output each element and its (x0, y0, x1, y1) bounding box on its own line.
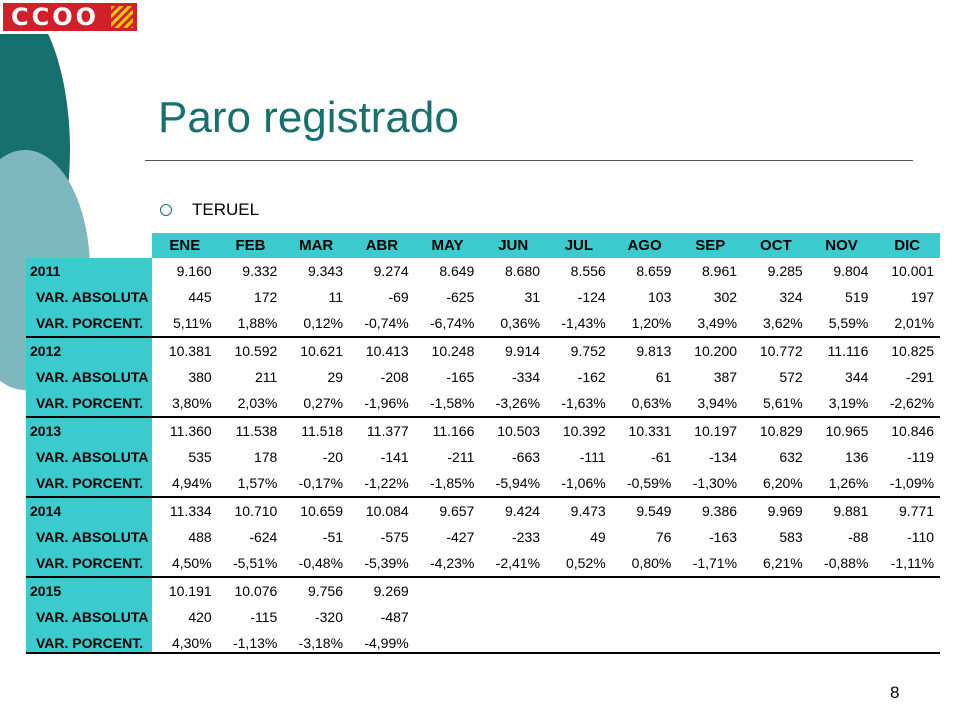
table-cell: 9.657 (439, 503, 475, 519)
year-row (26, 418, 940, 444)
table-cell: 9.881 (833, 503, 869, 519)
table-cell: -2,41% (495, 555, 541, 571)
table-cell: -334 (512, 369, 541, 385)
table-cell (415, 583, 481, 599)
table-cell: 211 (255, 369, 278, 385)
table-cell: -88 (848, 529, 869, 545)
table-cell: 488 (188, 529, 212, 545)
table-cell (415, 635, 481, 651)
table-cell (480, 583, 546, 599)
month-header: FEB (235, 237, 266, 254)
table-cell: -3,18% (298, 635, 344, 651)
table-cell: -1,11% (890, 555, 935, 571)
table-cell: 324 (779, 289, 803, 305)
table-cell: -5,51% (232, 555, 278, 571)
table-cell: -320 (314, 609, 344, 625)
table-cell (809, 583, 875, 599)
table-cell: 4,30% (171, 635, 212, 651)
table-cell: 10.503 (497, 423, 541, 439)
table-cell: 9.549 (636, 503, 672, 519)
table-cell (874, 583, 940, 599)
table-cell: -2,62% (889, 395, 935, 411)
table-cell: -20 (322, 449, 344, 465)
title-divider (145, 160, 913, 161)
table-cell (612, 609, 678, 625)
table-cell (415, 609, 481, 625)
table-cell: 1,88% (237, 315, 278, 331)
table-cell: 197 (910, 289, 935, 305)
table-cell: -163 (709, 529, 738, 545)
pct-variation-row (26, 310, 940, 336)
table-cell: 10.392 (562, 423, 606, 439)
row-label: VAR. PORCENT. (36, 395, 144, 411)
table-cell: 0,80% (631, 555, 672, 571)
table-cell: 10.710 (234, 503, 278, 519)
row-label: VAR. PORCENT. (36, 315, 144, 331)
table-cell: -663 (512, 449, 541, 465)
year-block (26, 496, 940, 576)
table-cell: 0,27% (303, 395, 344, 411)
table-cell: 10.772 (759, 343, 803, 359)
table-cell: -625 (446, 289, 475, 305)
pct-variation-row (26, 390, 940, 416)
table-cell: -208 (380, 369, 409, 385)
table-cell: 535 (188, 449, 212, 465)
table-cell: 9.269 (373, 583, 409, 599)
table-cell: 10.001 (891, 263, 935, 279)
table-cell: 10.413 (365, 343, 409, 359)
table-cell: -291 (906, 369, 935, 385)
table-cell: 1,20% (631, 315, 672, 331)
month-header: MAR (299, 237, 334, 254)
table-cell: -110 (907, 529, 935, 545)
abs-variation-row (26, 524, 940, 550)
year-block (26, 576, 940, 656)
table-cell: 10.200 (694, 343, 738, 359)
table-cell: -1,43% (561, 315, 606, 331)
row-label: VAR. ABSOLUTA (36, 449, 149, 465)
table-cell: -69 (388, 289, 409, 305)
month-header: MAY (431, 237, 464, 254)
table-cell: -4,23% (430, 555, 475, 571)
table-cell: -1,96% (364, 395, 409, 411)
table-cell: -0,74% (364, 315, 409, 331)
table-cell: 1,57% (237, 475, 278, 491)
table-cell: 10.248 (431, 343, 475, 359)
table-cell: 9.771 (899, 503, 935, 519)
year-row (26, 338, 940, 364)
month-header: AGO (627, 237, 662, 254)
table-cell: -0,88% (824, 555, 869, 571)
table-cell: 2,01% (894, 315, 935, 331)
table-cell: 29 (327, 369, 344, 385)
table-cell (612, 583, 678, 599)
table-cell: 9.756 (307, 583, 344, 599)
row-label: 2012 (30, 343, 62, 359)
table-cell: -427 (446, 529, 475, 545)
table-cell: 8.659 (636, 263, 672, 279)
month-header: ENE (169, 237, 201, 254)
year-block (26, 336, 940, 416)
table-cell: 302 (713, 289, 738, 305)
row-label: 2014 (30, 503, 62, 519)
row-label: VAR. PORCENT. (36, 475, 144, 491)
logo-text: CCOO (11, 3, 100, 31)
aragon-flag-icon (111, 6, 133, 28)
table-cell: 172 (253, 289, 278, 305)
table-cell: -61 (651, 449, 672, 465)
table-bottom-rule (26, 652, 940, 654)
table-cell: -0,17% (298, 475, 344, 491)
table-cell: -1,30% (692, 475, 738, 491)
row-label: VAR. ABSOLUTA (36, 369, 149, 385)
table-cell: -1,85% (430, 475, 475, 491)
table-cell: 10.076 (234, 583, 278, 599)
table-cell: 103 (648, 289, 672, 305)
page-number: 8 (890, 683, 900, 702)
table-cell: 10.197 (694, 423, 738, 439)
table-cell: 9.332 (242, 263, 278, 279)
table-cell: 5,11% (173, 315, 212, 331)
table-cell: 9.386 (702, 503, 738, 519)
table-cell: 8.649 (439, 263, 475, 279)
table-cell: 10.592 (234, 343, 278, 359)
table-cell: -6,74% (430, 315, 475, 331)
table-cell: 10.829 (759, 423, 803, 439)
year-block (26, 416, 940, 496)
table-cell: 9.285 (767, 263, 803, 279)
table-cell: 11 (328, 289, 344, 305)
table-cell (677, 583, 743, 599)
table-cell: 3,19% (828, 395, 869, 411)
table-cell: 10.846 (891, 423, 935, 439)
page-title: Paro registrado (158, 93, 459, 142)
table-cell: -165 (446, 369, 475, 385)
table-cell (809, 609, 875, 625)
table-cell: 31 (524, 289, 541, 305)
table-cell: -111 (579, 449, 606, 465)
month-header: OCT (760, 237, 792, 254)
table-cell: 0,52% (566, 555, 606, 571)
table-cell: -141 (380, 449, 409, 465)
month-header: JUN (498, 237, 529, 254)
year-row (26, 258, 940, 284)
table-cell: 9.914 (504, 343, 541, 359)
data-table (26, 258, 940, 656)
table-cell: 8.961 (702, 263, 738, 279)
row-label: 2013 (30, 423, 62, 439)
table-cell: -233 (512, 529, 541, 545)
table-cell: -124 (577, 289, 606, 305)
table-cell: 1,26% (828, 475, 869, 491)
table-cell: 0,12% (303, 315, 344, 331)
month-header: NOV (825, 237, 858, 254)
table-cell: 136 (845, 449, 869, 465)
table-cell (677, 635, 743, 651)
table-cell: 572 (779, 369, 803, 385)
table-cell: 10.191 (168, 583, 212, 599)
table-cell (874, 609, 940, 625)
table-cell: -1,09% (889, 475, 935, 491)
table-cell: -1,71% (692, 555, 738, 571)
table-cell: -624 (249, 529, 278, 545)
table-cell: 519 (845, 289, 869, 305)
table-cell (677, 609, 743, 625)
year-row (26, 498, 940, 524)
table-cell: 9.424 (504, 503, 541, 519)
table-cell: -3,26% (495, 395, 541, 411)
table-cell: -211 (447, 449, 475, 465)
pct-variation-row (26, 470, 940, 496)
row-label: VAR. ABSOLUTA (36, 529, 149, 545)
table-cell: 178 (253, 449, 278, 465)
table-cell: 10.825 (891, 343, 935, 359)
table-cell (874, 635, 940, 651)
table-cell: 420 (188, 609, 212, 625)
abs-variation-row (26, 604, 940, 630)
table-cell: 3,80% (171, 395, 212, 411)
month-header: SEP (695, 237, 726, 254)
table-cell: -1,13% (232, 635, 278, 651)
table-cell: 6,21% (763, 555, 803, 571)
month-header: JUL (564, 237, 594, 254)
table-cell: 3,49% (697, 315, 738, 331)
table-cell (546, 609, 612, 625)
table-cell: -162 (577, 369, 606, 385)
table-cell: -0,59% (627, 475, 672, 491)
row-label: VAR. PORCENT. (36, 635, 144, 651)
table-cell: -487 (380, 609, 409, 625)
table-cell: 10.965 (825, 423, 869, 439)
table-cell: -134 (709, 449, 738, 465)
row-label: 2015 (30, 583, 62, 599)
table-cell: 387 (713, 369, 738, 385)
month-header: DIC (894, 237, 921, 254)
abs-variation-row (26, 364, 940, 390)
year-block (26, 258, 940, 336)
table-cell: 0,63% (631, 395, 672, 411)
table-cell: -1,06% (561, 475, 606, 491)
table-cell (612, 635, 678, 651)
table-cell: 9.343 (307, 263, 344, 279)
region-label: TERUEL (192, 200, 260, 219)
table-cell: 9.274 (373, 263, 409, 279)
table-cell: -115 (250, 609, 278, 625)
table-cell: 8.556 (570, 263, 606, 279)
abs-variation-row (26, 284, 940, 310)
table-cell: -0,48% (298, 555, 344, 571)
table-cell: 11.538 (235, 423, 278, 439)
table-cell: 632 (779, 449, 803, 465)
row-label: VAR. ABSOLUTA (36, 289, 149, 305)
table-cell: 9.752 (570, 343, 606, 359)
table-cell: -4,99% (364, 635, 409, 651)
table-cell (743, 635, 809, 651)
table-cell (743, 609, 809, 625)
table-cell (809, 635, 875, 651)
table-cell: 10.381 (168, 343, 212, 359)
table-cell: 4,94% (171, 475, 212, 491)
table-cell (743, 583, 809, 599)
table-cell: 76 (655, 529, 672, 545)
row-label: 2011 (30, 263, 61, 279)
table-cell: 3,94% (697, 395, 738, 411)
table-cell: 344 (845, 369, 869, 385)
table-cell: 6,20% (763, 475, 803, 491)
table-cell: 11.377 (366, 423, 409, 439)
table-cell: 8.680 (504, 263, 541, 279)
table-cell: 11.518 (301, 423, 344, 439)
table-cell: 380 (188, 369, 212, 385)
table-cell: 9.473 (570, 503, 606, 519)
table-cell: 11.166 (432, 423, 475, 439)
table-cell: 11.116 (827, 343, 869, 359)
table-cell (546, 583, 612, 599)
pct-variation-row (26, 550, 940, 576)
table-cell: -575 (380, 529, 409, 545)
year-row (26, 578, 940, 604)
ccoo-logo (0, 0, 141, 34)
row-label: VAR. PORCENT. (36, 555, 144, 571)
month-header-row (152, 233, 940, 258)
table-cell: 5,61% (763, 395, 803, 411)
table-cell: 10.621 (300, 343, 344, 359)
table-cell: 0,36% (500, 315, 541, 331)
table-cell: -1,22% (364, 475, 409, 491)
table-cell: -5,39% (364, 555, 409, 571)
table-cell: 583 (779, 529, 803, 545)
table-cell: 10.084 (365, 503, 409, 519)
table-cell: -5,94% (495, 475, 541, 491)
table-cell: 9.804 (833, 263, 869, 279)
table-cell: 2,03% (237, 395, 278, 411)
month-header: ABR (365, 237, 399, 254)
table-cell (546, 635, 612, 651)
table-cell: 9.813 (636, 343, 672, 359)
table-cell: 10.659 (300, 503, 344, 519)
abs-variation-row (26, 444, 940, 470)
table-cell: -1,58% (430, 395, 475, 411)
row-label: VAR. ABSOLUTA (36, 609, 149, 625)
table-cell: -119 (907, 449, 935, 465)
table-cell (480, 635, 546, 651)
table-cell: 4,50% (171, 555, 212, 571)
table-cell: 11.334 (169, 503, 212, 519)
table-cell: 3,62% (763, 315, 803, 331)
table-cell: 10.331 (628, 423, 672, 439)
table-cell: 61 (655, 369, 672, 385)
table-cell (480, 609, 546, 625)
table-cell: 49 (590, 529, 606, 545)
table-cell: 9.969 (767, 503, 803, 519)
table-cell: 445 (188, 289, 212, 305)
table-cell: 11.360 (169, 423, 212, 439)
table-cell: -51 (322, 529, 344, 545)
bullet-circle-icon (160, 204, 172, 216)
table-cell: 9.160 (176, 263, 212, 279)
table-cell: -1,63% (561, 395, 606, 411)
table-cell: 5,59% (828, 315, 869, 331)
